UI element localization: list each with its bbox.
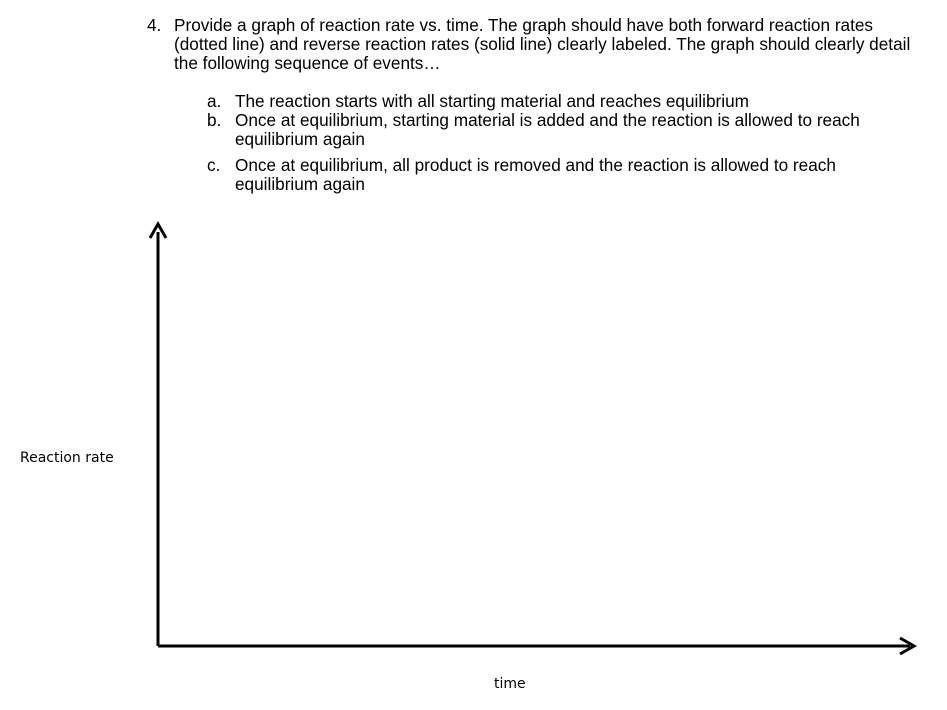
sub-item-letter: b. xyxy=(207,110,222,130)
question-text: Provide a graph of reaction rate vs. time. The graph should have both forward reaction rates (dotted line) and reverse reaction rates (solid line) clearly labeled. The graph should clearly detail the following sequence of events… xyxy=(174,15,911,73)
y-axis-label: Reaction rate xyxy=(20,450,114,466)
x-axis-label: time xyxy=(494,676,526,692)
sub-item-text: Once at equilibrium, all product is removed and the reaction is allowed to reach equilibrium again xyxy=(235,155,836,194)
question-number: 4. xyxy=(147,15,162,35)
sub-item-text: Once at equilibrium, starting material is added and the reaction is allowed to reach equilibrium again xyxy=(235,110,860,149)
sub-item-letter: a. xyxy=(207,91,222,111)
sub-item-text: The reaction starts with all starting material and reaches equilibrium xyxy=(235,91,749,111)
sub-item-letter: c. xyxy=(207,155,221,175)
